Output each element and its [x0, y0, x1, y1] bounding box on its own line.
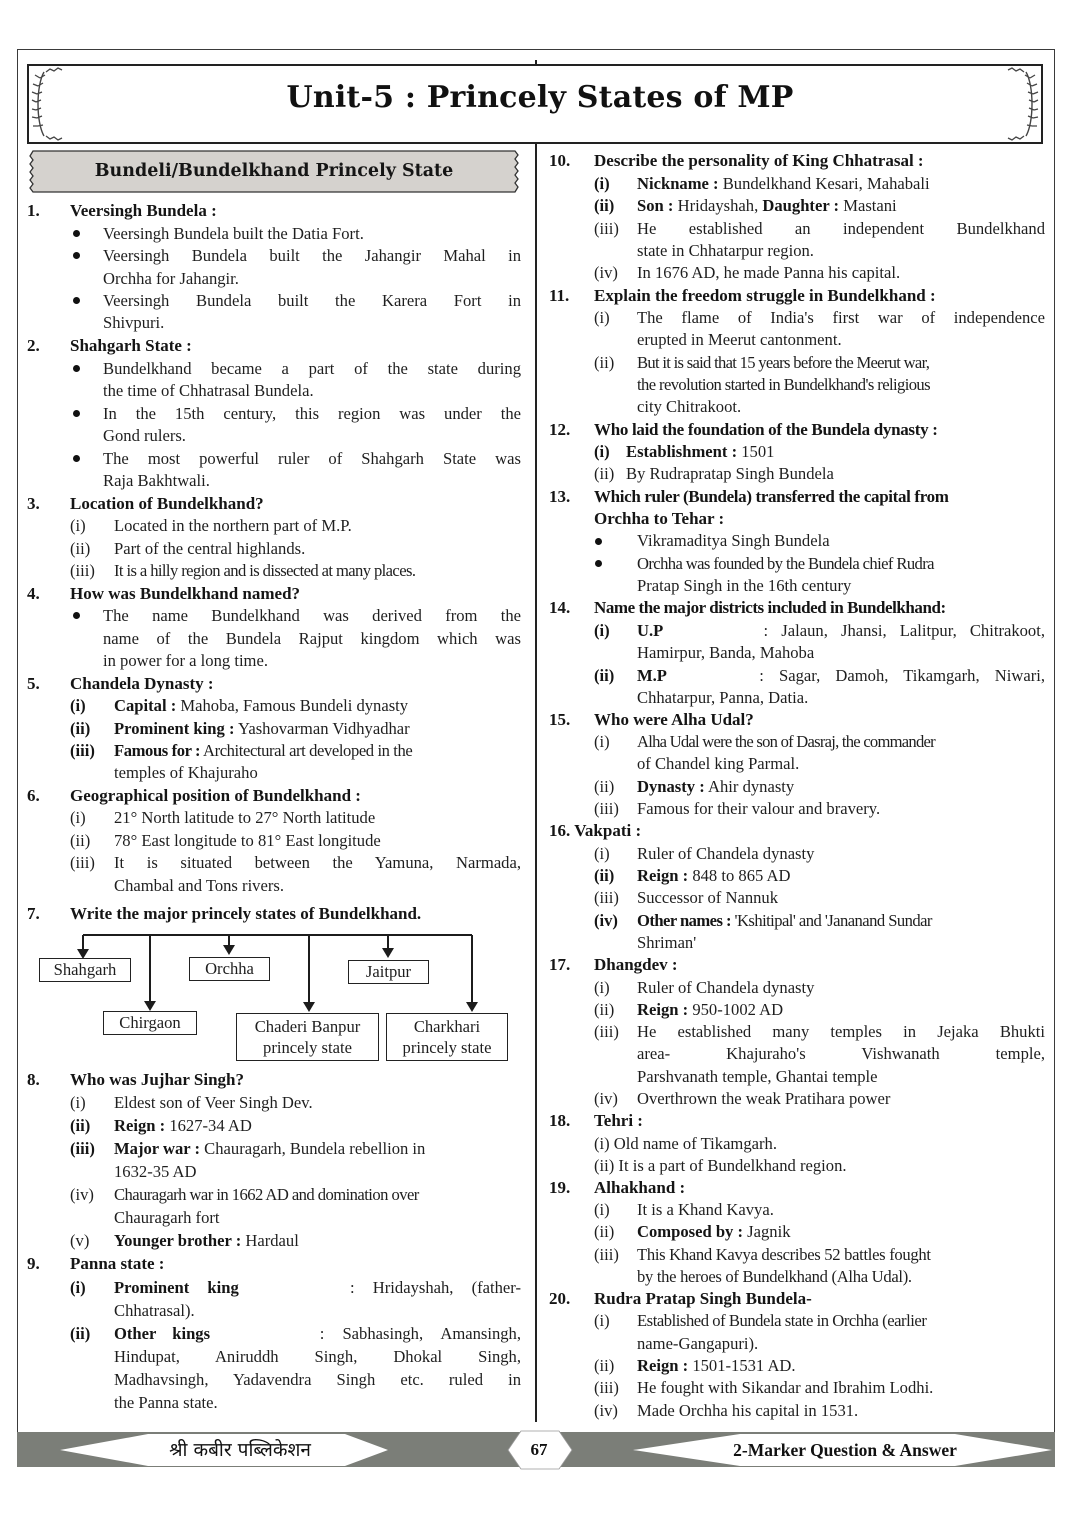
answer-line: Orchha for Jahangir.: [103, 269, 239, 288]
bullet-icon: [73, 365, 80, 372]
answer-line: In the 15th century, this region was under the: [103, 404, 521, 423]
answer-line: Veersingh Bundela built the Datia Fort.: [103, 224, 364, 243]
question-number: 5.: [27, 674, 40, 693]
roman-numeral: (iv): [594, 263, 618, 282]
answer-line: [637, 195, 897, 217]
answer-line: Ruler of Chandela dynasty: [637, 844, 815, 863]
page-number: 67: [530, 1440, 548, 1459]
state-box-shahgarh: Shahgarh: [39, 958, 131, 982]
state-box-orchha: Orchha: [189, 957, 270, 981]
roman-numeral: (i): [70, 808, 86, 827]
answer-value: 1501: [737, 442, 775, 461]
state-box-chirgaon: Chirgaon: [103, 1011, 197, 1035]
answer-value: Hridayshah,: [673, 196, 763, 215]
answer-line: It is a hilly region and is dissected at many places.: [114, 561, 416, 580]
answer-key: Nickname :: [637, 174, 719, 193]
answer-line: Raja Bakhtwali.: [103, 471, 210, 490]
answer-line: Famous for their valour and bravery.: [637, 799, 881, 818]
section-banner-title: Bundeli/Bundelkhand Princely State: [94, 161, 454, 181]
roman-numeral: (i): [594, 621, 610, 640]
answer-value: Architectural art developed in the: [200, 741, 413, 760]
roman-numeral: (ii): [594, 866, 615, 885]
question-title: Panna state :: [70, 1254, 165, 1273]
question-number: 3.: [27, 494, 40, 513]
answer-value: 950-1002 AD: [688, 1000, 784, 1019]
question-title: Which ruler (Bundela) transferred the capital from: [594, 487, 949, 506]
roman-numeral: (i): [70, 1093, 86, 1112]
roman-numeral: (i): [594, 174, 610, 193]
question-number: 20.: [549, 1289, 571, 1308]
answer-key: Capital :: [114, 696, 177, 715]
arrow-icon: [303, 1002, 315, 1012]
question-title: Explain the freedom struggle in Bundelkhand :: [594, 286, 936, 305]
question-title: How was Bundelkhand named?: [70, 584, 301, 603]
question-title: Tehri :: [594, 1111, 643, 1130]
answer-line: Chauragarh fort: [114, 1208, 220, 1227]
bullet-icon: [73, 230, 80, 237]
answer-line: [626, 441, 774, 463]
answer-line: area- Khajuraho's Vishwanath temple,: [637, 1044, 1045, 1063]
question-title: Rudra Pratap Singh Bundela-: [594, 1289, 812, 1308]
answer-line: (ii) It is a part of Bundelkhand region.: [594, 1156, 847, 1175]
roman-numeral: (ii): [594, 196, 615, 215]
answer-value: Jagnik: [743, 1222, 791, 1241]
answer-line: It is situated between the Yamuna, Narmada,: [114, 853, 521, 872]
roman-numeral: (i): [594, 732, 610, 751]
roman-numeral: (ii): [594, 1356, 615, 1375]
answer-line: [114, 1277, 521, 1299]
answer-value: : Hridayshah, (father-: [350, 1278, 521, 1297]
question-number: 10.: [549, 151, 571, 170]
question-title: Describe the personality of King Chhatrasal :: [594, 151, 924, 170]
answer-line: Shivpuri.: [103, 313, 165, 332]
answer-line: Made Orchha his capital in 1531.: [637, 1401, 859, 1420]
arrow-icon: [466, 1002, 478, 1012]
answer-line: He established many temples in Jejaka Bhukti: [637, 1022, 1045, 1041]
answer-value: : Jalaun, Jhansi, Lalitpur, Chitrakoot,: [763, 621, 1045, 640]
answer-line: Pratap Singh in the 16th century: [637, 576, 852, 595]
answer-value: 1501-1531 AD.: [688, 1356, 796, 1375]
answer-line: Chambal and Tons rivers.: [114, 876, 284, 895]
answer-key: Major war :: [114, 1139, 201, 1158]
bullet-icon: [73, 297, 80, 304]
question-title: [549, 820, 641, 842]
answer-value: Chauragarh, Bundela rebellion in: [200, 1139, 426, 1158]
answer-line: [637, 776, 794, 798]
question-title: Who were Alha Udal?: [594, 710, 754, 729]
bullet-icon: [73, 410, 80, 417]
answer-line: the Panna state.: [114, 1393, 218, 1412]
answer-line: Eldest son of Veer Singh Dev.: [114, 1093, 313, 1112]
roman-numeral: (ii): [594, 777, 615, 796]
answer-line: The flame of India's first war of independence: [637, 308, 1045, 327]
question-number: 17.: [549, 955, 571, 974]
roman-numeral: (ii): [594, 1222, 615, 1241]
roman-numeral: (ii): [70, 831, 91, 850]
answer-key: Reign :: [114, 1116, 166, 1135]
bullet-icon: [73, 455, 80, 462]
answer-key: Other kings: [114, 1324, 211, 1343]
answer-line: 21° North latitude to 27° North latitude: [114, 808, 376, 827]
answer-line: Shriman': [637, 933, 697, 952]
answer-key: Reign :: [637, 866, 689, 885]
question-title: Veersingh Bundela :: [70, 201, 217, 220]
state-box-jaitpur: Jaitpur: [348, 960, 429, 984]
roman-numeral: (i): [70, 1278, 86, 1297]
bullet-icon: [73, 612, 80, 619]
answer-line: Bundelkhand became a part of the state during: [103, 359, 521, 378]
answer-line: state in Chhatarpur region.: [637, 241, 814, 260]
answer-line: Orchha was founded by the Bundela chief Rudra: [637, 554, 934, 573]
answer-line: in power for a long time.: [103, 651, 268, 670]
roman-numeral: (iv): [594, 911, 618, 930]
answer-key: Prominent king: [114, 1278, 239, 1297]
answer-line: [637, 173, 930, 195]
answer-line: erupted in Meerut cantonment.: [637, 330, 842, 349]
question-number: 16.: [549, 821, 571, 840]
question-number: 9.: [27, 1254, 40, 1273]
answer-line: city Chitrakoot.: [637, 397, 742, 416]
answer-value: Ahir dynasty: [704, 777, 795, 796]
question-title: Orchha to Tehar :: [594, 509, 725, 528]
answer-line: Part of the central highlands.: [114, 539, 306, 558]
answer-key: U.P: [637, 621, 664, 640]
roman-numeral: (iv): [594, 1089, 618, 1108]
arrow-icon: [144, 1001, 156, 1011]
state-label: princely state: [402, 1038, 492, 1057]
answer-line: the time of Chhatrasal Bundela.: [103, 381, 314, 400]
answer-line: [114, 1323, 521, 1345]
question-number: 1.: [27, 201, 40, 220]
question-title: Alhakhand :: [594, 1178, 686, 1197]
roman-numeral: (iii): [594, 219, 619, 238]
answer-line: By Rudrapratap Singh Bundela: [626, 464, 834, 483]
answer-line: Parshvanath temple, Ghantai temple: [637, 1067, 878, 1086]
answer-line: Gond rulers.: [103, 426, 186, 445]
answer-line: [114, 740, 412, 762]
roman-numeral: (v): [70, 1231, 90, 1250]
answer-line: Located in the northern part of M.P.: [114, 516, 352, 535]
answer-line: [637, 999, 783, 1021]
question-number: 8.: [27, 1070, 40, 1089]
answer-line: Ruler of Chandela dynasty: [637, 978, 815, 997]
roman-numeral: (iv): [70, 1185, 94, 1204]
question-title: Location of Bundelkhand?: [70, 494, 264, 513]
question-number: 2.: [27, 336, 40, 355]
roman-numeral: (i): [594, 308, 610, 327]
answer-line: This Khand Kavya describes 52 battles fought: [637, 1245, 931, 1264]
answer-key: Other names :: [637, 911, 731, 930]
state-label: princely state: [263, 1038, 352, 1057]
roman-numeral: (i): [594, 442, 610, 461]
divider-tick: [535, 60, 537, 66]
answer-line: name of the Bundela Rajput kingdom which was: [103, 629, 521, 648]
question-title: Name the major districts included in Bundelkhand:: [594, 598, 946, 617]
answer-line: [114, 695, 408, 717]
question-number: 12.: [549, 420, 571, 439]
bullet-icon: [595, 538, 602, 545]
roman-numeral: (ii): [594, 666, 615, 685]
bullet-icon: [595, 560, 602, 567]
answer-line: Successor of Nannuk: [637, 888, 779, 907]
column-divider: [535, 144, 537, 1422]
answer-line: Chhatrasal).: [114, 1301, 195, 1320]
answer-line: Established of Bundela state in Orchha (earlier: [637, 1311, 927, 1330]
answer-line: [637, 665, 1045, 687]
question-title-text: Vakpati :: [574, 821, 642, 840]
roman-numeral: (ii): [70, 1324, 91, 1343]
answer-value: : Sagar, Damoh, Tikamgarh, Niwari,: [759, 666, 1045, 685]
roman-numeral: (ii): [70, 1116, 91, 1135]
roman-numeral: (i): [594, 978, 610, 997]
answer-line: [637, 1221, 791, 1243]
bullet-icon: [73, 252, 80, 259]
answer-key: Reign :: [637, 1000, 689, 1019]
answer-line: [637, 910, 932, 932]
answer-line: [114, 1115, 252, 1137]
answer-line: It is a Khand Kavya.: [637, 1200, 774, 1219]
roman-numeral: (i): [594, 844, 610, 863]
answer-line: [637, 865, 791, 887]
answer-key: Composed by :: [637, 1222, 744, 1241]
roman-numeral: (iii): [70, 561, 95, 580]
question-number: 19.: [549, 1178, 571, 1197]
answer-key: Dynasty :: [637, 777, 705, 796]
roman-numeral: (iii): [594, 1378, 619, 1397]
roman-numeral: (ii): [70, 539, 91, 558]
answer-key: Son :: [637, 196, 674, 215]
question-title: Write the major princely states of Bundelkhand.: [70, 904, 422, 923]
question-title: Who laid the foundation of the Bundela dynasty :: [594, 420, 938, 439]
answer-line: Alha Udal were the son of Dasraj, the commander: [637, 732, 935, 751]
page-title: Unit-5 : Princely States of MP: [286, 80, 794, 115]
question-title: Geographical position of Bundelkhand :: [70, 786, 361, 805]
answer-line: Veersingh Bundela built the Jahangir Mahal in: [103, 246, 521, 265]
roman-numeral: (iii): [70, 1139, 95, 1158]
roman-numeral: (i): [70, 516, 86, 535]
answer-line: temples of Khajuraho: [114, 763, 258, 782]
answer-line: 1632-35 AD: [114, 1162, 197, 1181]
answer-line: The name Bundelkhand was derived from the: [103, 606, 521, 625]
roman-numeral: (iii): [594, 888, 619, 907]
answer-line: of Chandel king Parmal.: [637, 754, 800, 773]
question-number: 4.: [27, 584, 40, 603]
answer-line: Vikramaditya Singh Bundela: [637, 531, 830, 550]
answer-line: Overthrown the weak Pratihara power: [637, 1089, 891, 1108]
state-label: Chaderi Banpur: [254, 1017, 361, 1036]
answer-line: Madhavsingh, Yadavendra Singh etc. ruled in: [114, 1370, 521, 1389]
answer-value: Hardaul: [241, 1231, 299, 1250]
answer-line: Chhatarpur, Panna, Datia.: [637, 688, 809, 707]
answer-value: 'Kshitipal' and 'Jananand Sundar: [730, 911, 932, 930]
answer-line: He established an independent Bundelkhand: [637, 219, 1045, 238]
roman-numeral: (iii): [70, 741, 95, 760]
roman-numeral: (ii): [594, 353, 615, 372]
answer-line: name-Gangapuri).: [637, 1334, 759, 1353]
answer-line: by the heroes of Bundelkhand (Alha Udal).: [637, 1267, 912, 1286]
answer-line: [114, 1230, 299, 1252]
answer-value: Mahoba, Famous Bundeli dynasty: [176, 696, 409, 715]
answer-line: But it is said that 15 years before the Meerut war,: [637, 353, 930, 372]
question-number: 11.: [549, 286, 570, 305]
answer-line: The most powerful ruler of Shahgarh State was: [103, 449, 521, 468]
question-title: Chandela Dynasty :: [70, 674, 214, 693]
answer-line: Hindupat, Aniruddh Singh, Dhokal Singh,: [114, 1347, 521, 1366]
answer-value: : Sabhasingh, Amansingh,: [319, 1324, 521, 1343]
question-title: Dhangdev :: [594, 955, 678, 974]
series-title: 2-Marker Question & Answer: [733, 1440, 957, 1460]
roman-numeral: (iii): [594, 1245, 619, 1264]
answer-value: 1627-34 AD: [165, 1116, 252, 1135]
roman-numeral: (i): [594, 1311, 610, 1330]
answer-line: Chauragarh war in 1662 AD and domination over: [114, 1185, 419, 1204]
answer-value: 848 to 865 AD: [688, 866, 791, 885]
roman-numeral: (ii): [70, 719, 91, 738]
answer-key: Younger brother :: [114, 1231, 242, 1250]
state-label: Charkhari: [413, 1017, 481, 1036]
answer-line: 78° East longitude to 81° East longitude: [114, 831, 381, 850]
answer-line: [114, 1138, 425, 1160]
answer-key: Establishment :: [626, 442, 738, 461]
publisher-name: श्री कबीर पब्लिकेशन: [169, 1439, 311, 1461]
roman-numeral: (iii): [594, 799, 619, 818]
state-box-chaderi-banpur: [236, 1013, 379, 1061]
roman-numeral: (iii): [70, 853, 95, 872]
roman-numeral: (ii): [594, 464, 615, 483]
answer-line: In 1676 AD, he made Panna his capital.: [637, 263, 901, 282]
answer-value: Bundelkhand Kesari, Mahabali: [718, 174, 930, 193]
answer-line: [637, 620, 1045, 642]
roman-numeral: (iv): [594, 1401, 618, 1420]
answer-key: Reign :: [637, 1356, 689, 1375]
answer-line: [114, 718, 410, 740]
roman-numeral: (i): [70, 696, 86, 715]
answer-line: the revolution started in Bundelkhand's religious: [637, 375, 930, 394]
answer-line: Hamirpur, Banda, Mahoba: [637, 643, 815, 662]
question-number: 6.: [27, 786, 40, 805]
question-number: 13.: [549, 487, 571, 506]
question-number: 15.: [549, 710, 571, 729]
arrow-icon: [382, 948, 394, 958]
answer-value: Yashovarman Vidhyadhar: [234, 719, 410, 738]
question-number: 14.: [549, 598, 571, 617]
answer-key: Prominent king :: [114, 719, 235, 738]
answer-key: M.P: [637, 666, 667, 685]
roman-numeral: (ii): [594, 1000, 615, 1019]
roman-numeral: (iii): [594, 1022, 619, 1041]
answer-line: He fought with Sikandar and Ibrahim Lodhi.: [637, 1378, 934, 1397]
question-title: Who was Jujhar Singh?: [70, 1070, 244, 1089]
arrow-icon: [223, 945, 235, 955]
answer-line: [637, 1355, 796, 1377]
answer-line: Veersingh Bundela built the Karera Fort in: [103, 291, 521, 310]
answer-key: Famous for :: [114, 741, 201, 760]
question-number: 18.: [549, 1111, 571, 1130]
roman-numeral: (i): [594, 1200, 610, 1219]
state-box-charkhari: [386, 1013, 508, 1061]
answer-value: Mastani: [839, 196, 897, 215]
answer-line: (i) Old name of Tikamgarh.: [594, 1134, 777, 1153]
question-title: Shahgarh State :: [70, 336, 192, 355]
answer-key: Daughter :: [762, 196, 840, 215]
question-number: 7.: [27, 904, 40, 923]
